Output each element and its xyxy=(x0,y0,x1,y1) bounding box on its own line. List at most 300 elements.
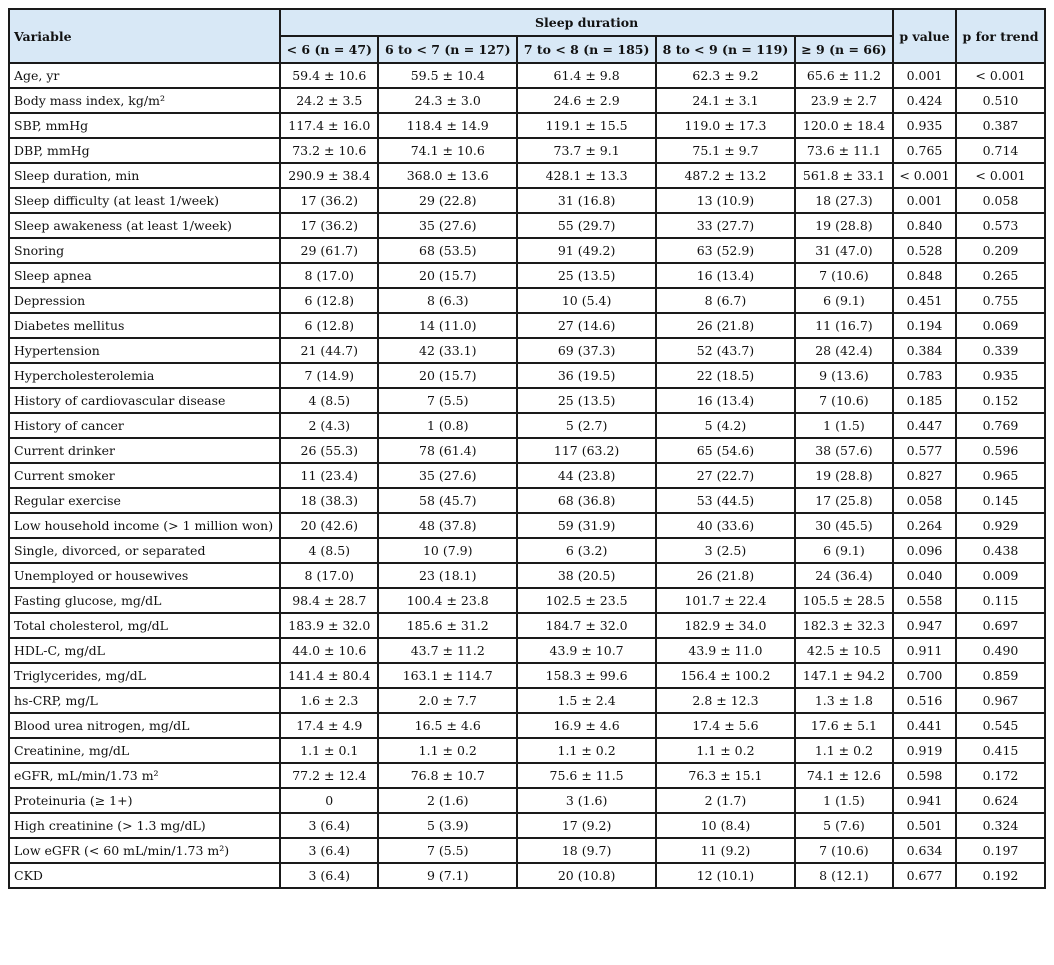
cell-value: 102.5 ± 23.5 xyxy=(517,588,656,613)
cell-value: 44 (23.8) xyxy=(517,463,656,488)
cell-p-for-trend: 0.697 xyxy=(956,613,1045,638)
row-label: Triglycerides, mg/dL xyxy=(9,663,280,688)
row-label: Sleep apnea xyxy=(9,263,280,288)
cell-p-value: 0.765 xyxy=(893,138,956,163)
cell-value: 19 (28.8) xyxy=(795,463,893,488)
cell-value: 33 (27.7) xyxy=(656,213,795,238)
cell-value: 22 (18.5) xyxy=(656,363,795,388)
cell-value: 29 (61.7) xyxy=(280,238,378,263)
cell-p-value: 0.700 xyxy=(893,663,956,688)
row-label: Hypertension xyxy=(9,338,280,363)
cell-value: 27 (14.6) xyxy=(517,313,656,338)
cell-p-for-trend: 0.935 xyxy=(956,363,1045,388)
cell-p-value: 0.001 xyxy=(893,63,956,88)
row-label: Current drinker xyxy=(9,438,280,463)
cell-value: 2 (1.7) xyxy=(656,788,795,813)
cell-p-value: 0.441 xyxy=(893,713,956,738)
cell-value: 43.7 ± 11.2 xyxy=(378,638,517,663)
table-row xyxy=(9,188,1045,213)
row-label: hs-CRP, mg/L xyxy=(9,688,280,713)
table-row xyxy=(9,438,1045,463)
row-label: Depression xyxy=(9,288,280,313)
cell-value: 73.6 ± 11.1 xyxy=(795,138,893,163)
cell-value: 13 (10.9) xyxy=(656,188,795,213)
cell-value: 428.1 ± 13.3 xyxy=(517,163,656,188)
cell-value: 16.5 ± 4.6 xyxy=(378,713,517,738)
cell-p-value: 0.634 xyxy=(893,838,956,863)
cell-value: 10 (8.4) xyxy=(656,813,795,838)
table-row xyxy=(9,513,1045,538)
cell-p-value: 0.598 xyxy=(893,763,956,788)
cell-p-for-trend: 0.714 xyxy=(956,138,1045,163)
cell-value: 77.2 ± 12.4 xyxy=(280,763,378,788)
table-row xyxy=(9,263,1045,288)
table-row xyxy=(9,588,1045,613)
cell-value: 105.5 ± 28.5 xyxy=(795,588,893,613)
row-label: Snoring xyxy=(9,238,280,263)
cell-p-value: 0.911 xyxy=(893,638,956,663)
cell-value: 2 (4.3) xyxy=(280,413,378,438)
cell-p-for-trend: 0.339 xyxy=(956,338,1045,363)
table-row xyxy=(9,663,1045,688)
cell-value: 75.6 ± 11.5 xyxy=(517,763,656,788)
row-label: Body mass index, kg/m² xyxy=(9,88,280,113)
cell-p-for-trend: 0.596 xyxy=(956,438,1045,463)
cell-value: 74.1 ± 10.6 xyxy=(378,138,517,163)
cell-value: 44.0 ± 10.6 xyxy=(280,638,378,663)
cell-p-for-trend: 0.415 xyxy=(956,738,1045,763)
cell-value: 11 (23.4) xyxy=(280,463,378,488)
cell-value: 8 (17.0) xyxy=(280,263,378,288)
cell-value: 35 (27.6) xyxy=(378,463,517,488)
cell-p-for-trend: 0.145 xyxy=(956,488,1045,513)
cell-value: 65.6 ± 11.2 xyxy=(795,63,893,88)
cell-value: 17.6 ± 5.1 xyxy=(795,713,893,738)
cell-p-value: 0.528 xyxy=(893,238,956,263)
cell-value: 26 (55.3) xyxy=(280,438,378,463)
cell-value: 141.4 ± 80.4 xyxy=(280,663,378,688)
cell-p-value: 0.827 xyxy=(893,463,956,488)
cell-p-value: 0.001 xyxy=(893,188,956,213)
cell-value: 290.9 ± 38.4 xyxy=(280,163,378,188)
cell-value: 0 xyxy=(280,788,378,813)
cell-value: 30 (45.5) xyxy=(795,513,893,538)
table-row xyxy=(9,788,1045,813)
cell-p-value: 0.783 xyxy=(893,363,956,388)
cell-value: 3 (1.6) xyxy=(517,788,656,813)
cell-value: 1.1 ± 0.2 xyxy=(795,738,893,763)
table-row xyxy=(9,288,1045,313)
cell-value: 119.0 ± 17.3 xyxy=(656,113,795,138)
cell-value: 156.4 ± 100.2 xyxy=(656,663,795,688)
cell-value: 1.1 ± 0.1 xyxy=(280,738,378,763)
cell-value: 182.9 ± 34.0 xyxy=(656,613,795,638)
row-label: Low household income (> 1 million won) xyxy=(9,513,280,538)
table-row xyxy=(9,738,1045,763)
row-label: Age, yr xyxy=(9,63,280,88)
table-row xyxy=(9,688,1045,713)
cell-p-for-trend: 0.490 xyxy=(956,638,1045,663)
cell-p-for-trend: 0.152 xyxy=(956,388,1045,413)
table-row xyxy=(9,363,1045,388)
cell-value: 61.4 ± 9.8 xyxy=(517,63,656,88)
cell-value: 16 (13.4) xyxy=(656,263,795,288)
cell-value: 1.5 ± 2.4 xyxy=(517,688,656,713)
row-label: Total cholesterol, mg/dL xyxy=(9,613,280,638)
cell-p-value: 0.935 xyxy=(893,113,956,138)
cell-value: 7 (5.5) xyxy=(378,838,517,863)
row-label: Sleep awakeness (at least 1/week) xyxy=(9,213,280,238)
cell-value: 68 (53.5) xyxy=(378,238,517,263)
cell-p-for-trend: 0.209 xyxy=(956,238,1045,263)
cell-value: 27 (22.7) xyxy=(656,463,795,488)
cell-p-for-trend: 0.387 xyxy=(956,113,1045,138)
cell-value: 55 (29.7) xyxy=(517,213,656,238)
row-label: Low eGFR (< 60 mL/min/1.73 m²) xyxy=(9,838,280,863)
cell-p-value: 0.941 xyxy=(893,788,956,813)
cell-value: 6 (12.8) xyxy=(280,313,378,338)
cell-value: 40 (33.6) xyxy=(656,513,795,538)
table-row xyxy=(9,88,1045,113)
table-row xyxy=(9,713,1045,738)
cell-value: 7 (14.9) xyxy=(280,363,378,388)
cell-p-for-trend: 0.069 xyxy=(956,313,1045,338)
row-label: HDL-C, mg/dL xyxy=(9,638,280,663)
cell-value: 1.1 ± 0.2 xyxy=(378,738,517,763)
cell-p-value: 0.185 xyxy=(893,388,956,413)
cell-value: 14 (11.0) xyxy=(378,313,517,338)
cell-value: 25 (13.5) xyxy=(517,388,656,413)
cell-p-value: 0.447 xyxy=(893,413,956,438)
cell-p-for-trend: 0.510 xyxy=(956,88,1045,113)
cell-value: 1 (1.5) xyxy=(795,788,893,813)
cell-p-for-trend: 0.769 xyxy=(956,413,1045,438)
cell-p-value: 0.558 xyxy=(893,588,956,613)
cell-value: 62.3 ± 9.2 xyxy=(656,63,795,88)
cell-value: 20 (15.7) xyxy=(378,363,517,388)
cell-value: 24.2 ± 3.5 xyxy=(280,88,378,113)
header-col-lt6: < 6 (n = 47) xyxy=(280,36,378,63)
cell-value: 8 (6.7) xyxy=(656,288,795,313)
cell-value: 75.1 ± 9.7 xyxy=(656,138,795,163)
row-label: History of cardiovascular disease xyxy=(9,388,280,413)
cell-p-for-trend: 0.115 xyxy=(956,588,1045,613)
cell-value: 24.1 ± 3.1 xyxy=(656,88,795,113)
cell-value: 1 (0.8) xyxy=(378,413,517,438)
cell-value: 20 (10.8) xyxy=(517,863,656,888)
cell-value: 17 (9.2) xyxy=(517,813,656,838)
cell-value: 163.1 ± 114.7 xyxy=(378,663,517,688)
cell-p-value: 0.501 xyxy=(893,813,956,838)
cell-value: 58 (45.7) xyxy=(378,488,517,513)
cell-p-value: 0.384 xyxy=(893,338,956,363)
cell-value: 158.3 ± 99.6 xyxy=(517,663,656,688)
row-label: DBP, mmHg xyxy=(9,138,280,163)
cell-value: 2.8 ± 12.3 xyxy=(656,688,795,713)
cell-p-for-trend: 0.859 xyxy=(956,663,1045,688)
table-row xyxy=(9,113,1045,138)
cell-value: 4 (8.5) xyxy=(280,388,378,413)
cell-p-for-trend: 0.573 xyxy=(956,213,1045,238)
cell-value: 17 (36.2) xyxy=(280,213,378,238)
cell-value: 59.5 ± 10.4 xyxy=(378,63,517,88)
cell-value: 1 (1.5) xyxy=(795,413,893,438)
cell-value: 3 (6.4) xyxy=(280,863,378,888)
cell-value: 118.4 ± 14.9 xyxy=(378,113,517,138)
cell-p-for-trend: 0.545 xyxy=(956,713,1045,738)
cell-value: 12 (10.1) xyxy=(656,863,795,888)
cell-value: 36 (19.5) xyxy=(517,363,656,388)
row-label: History of cancer xyxy=(9,413,280,438)
cell-p-value: 0.516 xyxy=(893,688,956,713)
cell-value: 3 (6.4) xyxy=(280,838,378,863)
cell-value: 6 (12.8) xyxy=(280,288,378,313)
cell-p-value: 0.096 xyxy=(893,538,956,563)
table-row xyxy=(9,413,1045,438)
header-col-6to7: 6 to < 7 (n = 127) xyxy=(378,36,517,63)
cell-value: 7 (10.6) xyxy=(795,838,893,863)
row-label: Sleep duration, min xyxy=(9,163,280,188)
cell-value: 1.3 ± 1.8 xyxy=(795,688,893,713)
cell-value: 59 (31.9) xyxy=(517,513,656,538)
header-p-value: p value xyxy=(893,9,956,63)
cell-p-value: 0.264 xyxy=(893,513,956,538)
cell-value: 48 (37.8) xyxy=(378,513,517,538)
cell-value: 23 (18.1) xyxy=(378,563,517,588)
row-label: Unemployed or housewives xyxy=(9,563,280,588)
table-row xyxy=(9,213,1045,238)
cell-value: 1.1 ± 0.2 xyxy=(517,738,656,763)
cell-value: 6 (9.1) xyxy=(795,288,893,313)
cell-value: 31 (16.8) xyxy=(517,188,656,213)
cell-value: 9 (13.6) xyxy=(795,363,893,388)
table-row xyxy=(9,238,1045,263)
cell-value: 43.9 ± 10.7 xyxy=(517,638,656,663)
cell-p-value: 0.577 xyxy=(893,438,956,463)
cell-p-for-trend: 0.192 xyxy=(956,863,1045,888)
row-label: Proteinuria (≥ 1+) xyxy=(9,788,280,813)
cell-value: 183.9 ± 32.0 xyxy=(280,613,378,638)
row-label: Diabetes mellitus xyxy=(9,313,280,338)
cell-value: 9 (7.1) xyxy=(378,863,517,888)
cell-value: 17 (25.8) xyxy=(795,488,893,513)
cell-value: 5 (3.9) xyxy=(378,813,517,838)
cell-value: 98.4 ± 28.7 xyxy=(280,588,378,613)
header-variable: Variable xyxy=(9,9,280,63)
table-row xyxy=(9,163,1045,188)
row-label: Creatinine, mg/dL xyxy=(9,738,280,763)
cell-value: 10 (5.4) xyxy=(517,288,656,313)
cell-p-value: 0.451 xyxy=(893,288,956,313)
cell-p-value: < 0.001 xyxy=(893,163,956,188)
cell-value: 117.4 ± 16.0 xyxy=(280,113,378,138)
cell-value: 17 (36.2) xyxy=(280,188,378,213)
cell-value: 1.6 ± 2.3 xyxy=(280,688,378,713)
cell-p-for-trend: 0.172 xyxy=(956,763,1045,788)
cell-value: 68 (36.8) xyxy=(517,488,656,513)
cell-p-for-trend: 0.058 xyxy=(956,188,1045,213)
header-col-8to9: 8 to < 9 (n = 119) xyxy=(656,36,795,63)
sleep-duration-table xyxy=(8,8,1046,889)
cell-value: 25 (13.5) xyxy=(517,263,656,288)
cell-value: 31 (47.0) xyxy=(795,238,893,263)
cell-value: 63 (52.9) xyxy=(656,238,795,263)
cell-value: 24.6 ± 2.9 xyxy=(517,88,656,113)
cell-value: 29 (22.8) xyxy=(378,188,517,213)
cell-value: 52 (43.7) xyxy=(656,338,795,363)
cell-value: 73.7 ± 9.1 xyxy=(517,138,656,163)
cell-value: 76.8 ± 10.7 xyxy=(378,763,517,788)
cell-p-value: 0.919 xyxy=(893,738,956,763)
cell-value: 20 (15.7) xyxy=(378,263,517,288)
cell-value: 10 (7.9) xyxy=(378,538,517,563)
cell-value: 74.1 ± 12.6 xyxy=(795,763,893,788)
table-row xyxy=(9,563,1045,588)
cell-p-for-trend: < 0.001 xyxy=(956,63,1045,88)
cell-p-for-trend: 0.438 xyxy=(956,538,1045,563)
cell-value: 8 (6.3) xyxy=(378,288,517,313)
table-row xyxy=(9,138,1045,163)
cell-value: 24 (36.4) xyxy=(795,563,893,588)
cell-value: 42 (33.1) xyxy=(378,338,517,363)
cell-value: 561.8 ± 33.1 xyxy=(795,163,893,188)
row-label: Blood urea nitrogen, mg/dL xyxy=(9,713,280,738)
cell-p-value: 0.848 xyxy=(893,263,956,288)
cell-value: 117 (63.2) xyxy=(517,438,656,463)
cell-value: 43.9 ± 11.0 xyxy=(656,638,795,663)
row-label: Current smoker xyxy=(9,463,280,488)
cell-p-value: 0.677 xyxy=(893,863,956,888)
row-label: SBP, mmHg xyxy=(9,113,280,138)
table-row xyxy=(9,613,1045,638)
row-label: Sleep difficulty (at least 1/week) xyxy=(9,188,280,213)
cell-value: 8 (17.0) xyxy=(280,563,378,588)
table-row xyxy=(9,763,1045,788)
cell-value: 18 (38.3) xyxy=(280,488,378,513)
cell-value: 20 (42.6) xyxy=(280,513,378,538)
cell-p-value: 0.424 xyxy=(893,88,956,113)
table-row xyxy=(9,863,1045,888)
table-row xyxy=(9,338,1045,363)
cell-value: 5 (2.7) xyxy=(517,413,656,438)
cell-p-for-trend: 0.265 xyxy=(956,263,1045,288)
cell-p-for-trend: < 0.001 xyxy=(956,163,1045,188)
cell-value: 16 (13.4) xyxy=(656,388,795,413)
table-row xyxy=(9,463,1045,488)
cell-value: 53 (44.5) xyxy=(656,488,795,513)
cell-p-value: 0.040 xyxy=(893,563,956,588)
cell-value: 65 (54.6) xyxy=(656,438,795,463)
header-row-1 xyxy=(9,9,1045,36)
cell-value: 5 (7.6) xyxy=(795,813,893,838)
table-row xyxy=(9,63,1045,88)
row-label: Single, divorced, or separated xyxy=(9,538,280,563)
cell-p-for-trend: 0.755 xyxy=(956,288,1045,313)
cell-value: 6 (9.1) xyxy=(795,538,893,563)
row-label: Hypercholesterolemia xyxy=(9,363,280,388)
cell-value: 100.4 ± 23.8 xyxy=(378,588,517,613)
cell-value: 91 (49.2) xyxy=(517,238,656,263)
cell-value: 26 (21.8) xyxy=(656,313,795,338)
cell-value: 73.2 ± 10.6 xyxy=(280,138,378,163)
cell-p-value: 0.840 xyxy=(893,213,956,238)
cell-value: 78 (61.4) xyxy=(378,438,517,463)
table-row xyxy=(9,638,1045,663)
cell-p-value: 0.194 xyxy=(893,313,956,338)
table-body xyxy=(9,63,1045,888)
table-row xyxy=(9,388,1045,413)
cell-value: 38 (20.5) xyxy=(517,563,656,588)
cell-value: 21 (44.7) xyxy=(280,338,378,363)
cell-value: 3 (6.4) xyxy=(280,813,378,838)
row-label: Regular exercise xyxy=(9,488,280,513)
cell-p-for-trend: 0.967 xyxy=(956,688,1045,713)
cell-value: 4 (8.5) xyxy=(280,538,378,563)
cell-value: 2 (1.6) xyxy=(378,788,517,813)
cell-value: 182.3 ± 32.3 xyxy=(795,613,893,638)
cell-value: 23.9 ± 2.7 xyxy=(795,88,893,113)
header-col-7to8: 7 to < 8 (n = 185) xyxy=(517,36,656,63)
cell-value: 76.3 ± 15.1 xyxy=(656,763,795,788)
cell-value: 7 (10.6) xyxy=(795,388,893,413)
cell-p-for-trend: 0.965 xyxy=(956,463,1045,488)
cell-value: 6 (3.2) xyxy=(517,538,656,563)
table-row xyxy=(9,488,1045,513)
table-row xyxy=(9,838,1045,863)
cell-p-for-trend: 0.324 xyxy=(956,813,1045,838)
cell-value: 42.5 ± 10.5 xyxy=(795,638,893,663)
cell-value: 8 (12.1) xyxy=(795,863,893,888)
cell-p-for-trend: 0.624 xyxy=(956,788,1045,813)
header-col-ge9: ≥ 9 (n = 66) xyxy=(795,36,893,63)
cell-value: 38 (57.6) xyxy=(795,438,893,463)
cell-value: 120.0 ± 18.4 xyxy=(795,113,893,138)
cell-p-for-trend: 0.929 xyxy=(956,513,1045,538)
table-row xyxy=(9,538,1045,563)
cell-value: 5 (4.2) xyxy=(656,413,795,438)
cell-p-value: 0.058 xyxy=(893,488,956,513)
cell-value: 69 (37.3) xyxy=(517,338,656,363)
table-row xyxy=(9,313,1045,338)
cell-value: 18 (9.7) xyxy=(517,838,656,863)
cell-value: 19 (28.8) xyxy=(795,213,893,238)
cell-value: 18 (27.3) xyxy=(795,188,893,213)
table-row xyxy=(9,813,1045,838)
cell-value: 368.0 ± 13.6 xyxy=(378,163,517,188)
cell-value: 59.4 ± 10.6 xyxy=(280,63,378,88)
cell-value: 487.2 ± 13.2 xyxy=(656,163,795,188)
header-p-for-trend: p for trend xyxy=(956,9,1045,63)
row-label: High creatinine (> 1.3 mg/dL) xyxy=(9,813,280,838)
cell-value: 16.9 ± 4.6 xyxy=(517,713,656,738)
cell-value: 11 (16.7) xyxy=(795,313,893,338)
cell-p-for-trend: 0.197 xyxy=(956,838,1045,863)
cell-value: 185.6 ± 31.2 xyxy=(378,613,517,638)
cell-value: 1.1 ± 0.2 xyxy=(656,738,795,763)
cell-value: 147.1 ± 94.2 xyxy=(795,663,893,688)
cell-value: 26 (21.8) xyxy=(656,563,795,588)
cell-p-value: 0.947 xyxy=(893,613,956,638)
cell-value: 17.4 ± 4.9 xyxy=(280,713,378,738)
cell-value: 184.7 ± 32.0 xyxy=(517,613,656,638)
cell-value: 35 (27.6) xyxy=(378,213,517,238)
header-sleep-duration: Sleep duration xyxy=(280,9,893,36)
table-header xyxy=(9,9,1045,63)
row-label: CKD xyxy=(9,863,280,888)
cell-value: 7 (10.6) xyxy=(795,263,893,288)
cell-value: 28 (42.4) xyxy=(795,338,893,363)
cell-value: 24.3 ± 3.0 xyxy=(378,88,517,113)
